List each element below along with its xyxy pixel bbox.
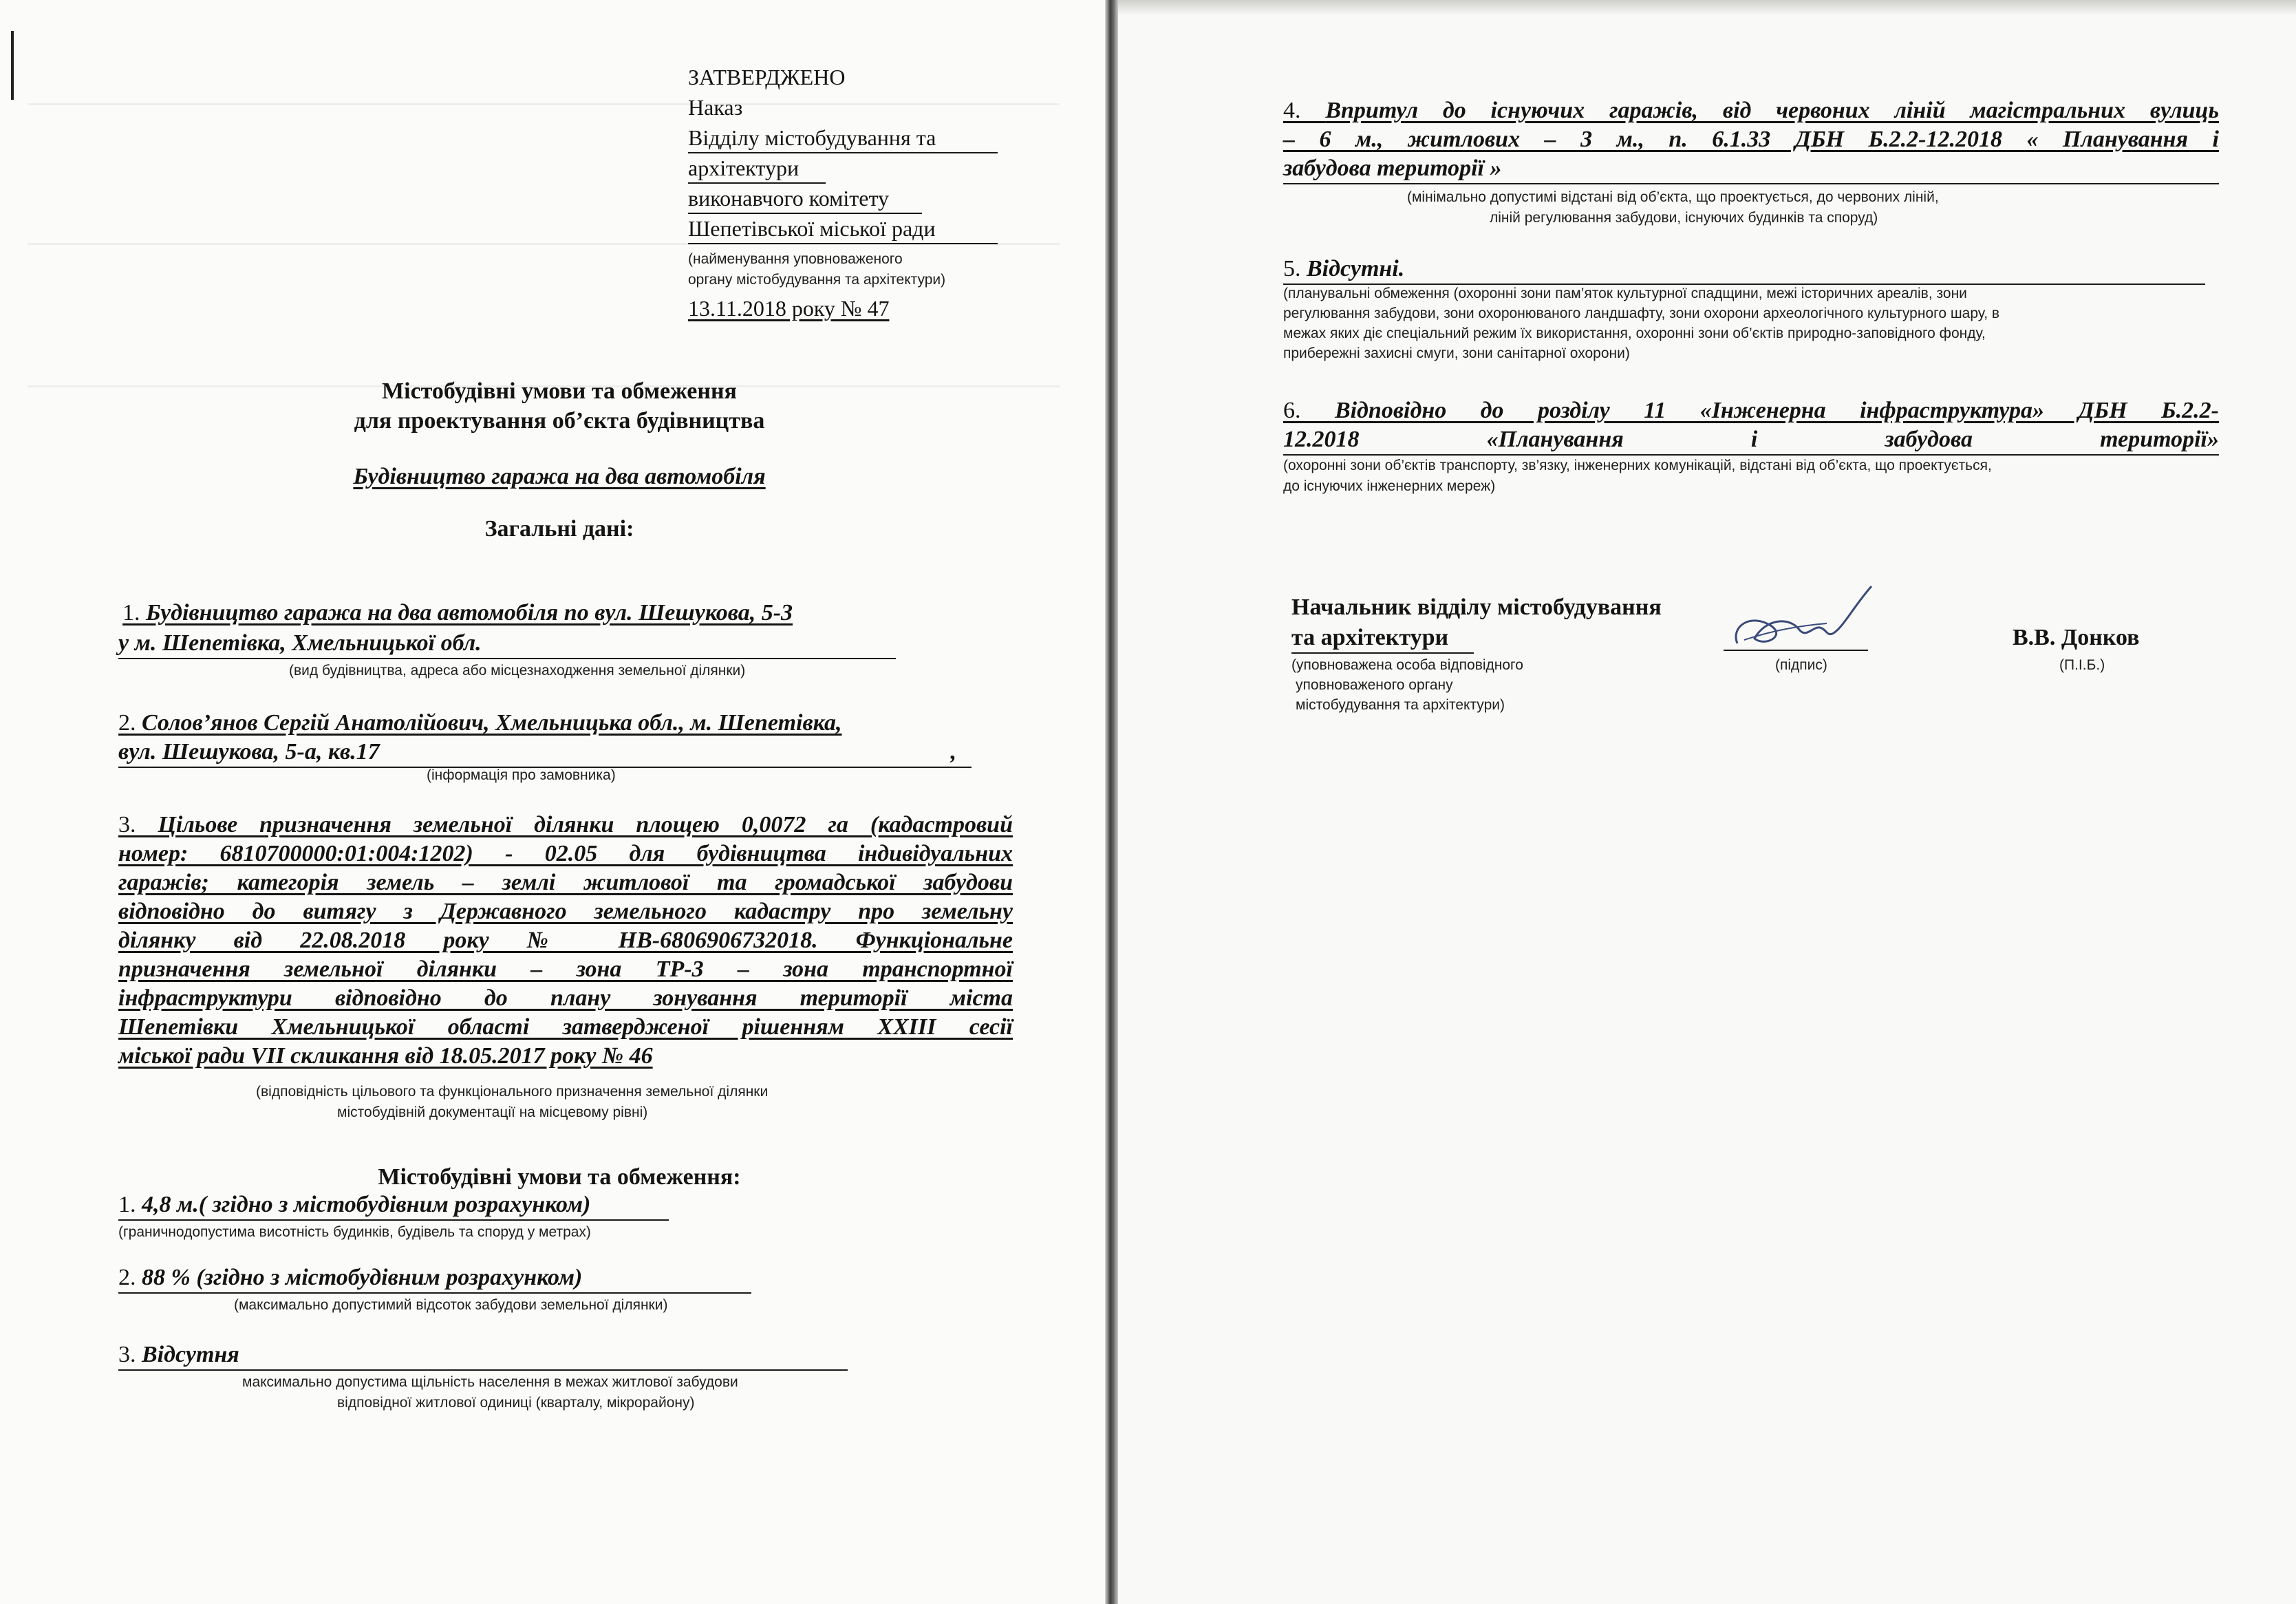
general-data-heading: Загальні дані: — [484, 516, 634, 542]
document-heading: Містобудівні умови та обмеження — [382, 378, 737, 404]
right-item-6-number: 6. — [1283, 398, 1301, 423]
right-item-4-line: 4. Впритул до існуючих гаражів, від червоних ліній магістральних вулиць — [1283, 98, 2220, 123]
condition-1-text: 4,8 м.( згідно з містобудівним розрахунком) — [136, 1192, 591, 1217]
handwritten-signature — [1724, 578, 1875, 661]
right-item-6-caption2: до існуючих інженерних мереж) — [1283, 478, 1496, 494]
general-item-3-line: ділянку від 22.08.2018 року № НВ-6806906732018. Функціональне — [118, 928, 1013, 953]
page-top-shadow — [1118, 0, 2296, 15]
document-subheading: для проектування об’єкта будівництва — [354, 408, 765, 434]
general-item-1-number: 1. — [122, 600, 140, 625]
signature-caption: (підпис) — [1775, 657, 1827, 673]
general-item-2-line1 — [118, 709, 842, 738]
condition-2-text: 88 % (згідно з містобудівним розрахунком) — [136, 1265, 583, 1290]
approval-line2: архітектури — [688, 154, 826, 184]
general-item-2-text: Солов’янов Сергій Анатолійович, Хмельницька обл., м. Шепетівка, — [142, 710, 842, 736]
general-item-2-line2: вул. Шешукова, 5-а, кв.17 , — [118, 738, 972, 768]
general-item-3-caption2: містобудівній документації на місцевому рівні) — [337, 1104, 648, 1120]
conditions-heading: Містобудівні умови та обмеження: — [378, 1164, 741, 1190]
condition-3-caption2: відповідної житлової одиниці (кварталу, мікрорайону) — [337, 1395, 695, 1411]
approval-line1: Відділу містобудування та — [688, 124, 998, 153]
object-name: Будівництво гаража на два автомобіля — [353, 464, 766, 489]
condition-2 — [118, 1263, 751, 1294]
condition-3-text: Відсутня — [142, 1342, 239, 1367]
signatory-caption3: містобудування та архітектури) — [1296, 697, 1505, 713]
right-page — [1118, 0, 2296, 1604]
general-item-3-number: 3. — [118, 812, 136, 837]
right-item-5-text: Відсутні. — [1307, 256, 1405, 281]
signatory-position2: та архітектури — [1291, 623, 1474, 654]
right-item-4-number: 4. — [1283, 98, 1301, 123]
approval-order: Наказ — [688, 95, 743, 120]
signatory-position1: Начальник відділу містобудування — [1291, 595, 1662, 620]
right-item-4-line: забудова території » — [1283, 154, 2219, 184]
general-item-1-caption: (вид будівництва, адреса або місцезнаходження земельної ділянки) — [289, 663, 746, 678]
approval-line3: виконавчого комітету — [688, 184, 922, 214]
condition-1 — [118, 1190, 669, 1221]
condition-2-number: 2. — [118, 1265, 136, 1290]
general-item-1-line1 — [122, 599, 793, 628]
left-page — [0, 0, 1105, 1604]
general-item-3-line: номер: 6810700000:01:004:1202) - 02.05 для будівництва індивідуальних — [118, 841, 1013, 866]
approval-caption2: органу містобудування та архітектури) — [688, 272, 946, 288]
general-item-1-text: Будівництво гаража на два автомобіля по вул. Шешукова, 5-3 — [146, 600, 793, 625]
general-item-3-line: міської ради VII скликання від 18.05.2017 року № 46 — [118, 1043, 653, 1069]
condition-3-caption1: максимально допустима щільність населення в межах житлової забудови — [242, 1374, 738, 1390]
approval-date-number: 13.11.2018 року № 47 — [688, 296, 890, 321]
right-item-4-line: – 6 м., житлових – 3 м., п. 6.1.33 ДБН Б.2.2-12.2018 « Планування і — [1283, 127, 2219, 152]
condition-1-number: 1. — [118, 1192, 136, 1217]
general-item-3-line: інфраструктури відповідно до плану зонування території міста — [118, 985, 1013, 1011]
general-item-3-line: відповідно до витягу з Державного земельного кадастру про земельну — [118, 899, 1013, 924]
right-item-6-block — [1283, 396, 2219, 456]
general-item-3-line: гаражів; категорія земель – землі житлової та громадської забудови — [118, 870, 1013, 895]
general-item-2-caption: (інформація про замовника) — [427, 767, 616, 783]
right-item-6-line: 6. Відповідно до розділу 11 «Інженерна інфраструктура» ДБН Б.2.2- — [1283, 398, 2219, 423]
approval-caption1: (найменування уповноваженого — [688, 251, 903, 267]
right-item-5-captions — [1283, 284, 2219, 363]
edge-mark — [11, 31, 14, 100]
right-item-5-caption: регулювання забудови, зони охоронюваного ландшафту, зони охорони археологічного культурного шару, в — [1283, 306, 2000, 321]
signatory-name: В.В. Донков — [2013, 625, 2140, 650]
general-item-2-tail: , — [950, 739, 956, 764]
right-item-4-caption2: ліній регулювання забудови, існуючих будинків та споруд) — [1490, 210, 1878, 226]
condition-3 — [118, 1340, 848, 1371]
right-item-6-caption1: (охоронні зони об’єктів транспорту, зв’язку, інженерних комунікацій, відстані від об’єкта, що проектується, — [1283, 458, 1992, 473]
general-item-3-caption1: (відповідність цільового та функціонального призначення земельної ділянки — [256, 1084, 769, 1100]
right-item-5-caption: прибережні захисні смуги, зони санітарної охорони) — [1283, 345, 1630, 361]
general-item-3-line: призначення земельної ділянки – зона ТР-3 – зона транспортної — [118, 956, 1013, 982]
condition-1-caption: (граничнодопустима висотність будинків, будівель та споруд у метрах) — [118, 1224, 591, 1240]
right-item-5-caption: (планувальні обмеження (охоронні зони пам’яток культурної спадщини, межі історичних ареалів, зони — [1283, 286, 1967, 301]
general-item-3-line: Шепетівки Хмельницької області затвердженої рішенням XXIII сесії — [118, 1014, 1013, 1040]
right-item-5-caption: межах яких діє спеціальний режим їх використання, охоронні зони об’єктів природно-заповідного фонду, — [1283, 325, 1986, 341]
general-item-2-number: 2. — [118, 710, 136, 736]
right-item-5-number: 5. — [1283, 256, 1301, 281]
general-item-3-block — [118, 811, 1013, 1071]
book-gutter — [1105, 0, 1118, 1604]
right-item-4-block — [1283, 96, 2219, 184]
general-item-3-line: 3. Цільове призначення земельної ділянки площею 0,0072 га (кадастровий — [118, 812, 1013, 837]
right-item-5 — [1283, 255, 2205, 285]
right-item-6-line: 12.2018 «Планування і забудова території» — [1283, 425, 2219, 456]
approval-line4: Шепетівської міської ради — [688, 215, 998, 244]
condition-2-caption: (максимально допустимий відсоток забудови земельної ділянки) — [234, 1297, 668, 1313]
name-caption: (П.І.Б.) — [2059, 657, 2105, 673]
general-item-1-line2: у м. Шепетівка, Хмельницької обл. — [118, 629, 896, 659]
approval-title: ЗАТВЕРДЖЕНО — [688, 65, 846, 89]
condition-3-number: 3. — [118, 1342, 136, 1367]
signatory-caption1: (уповноважена особа відповідного — [1291, 657, 1523, 673]
signatory-caption2: уповноваженого органу — [1296, 677, 1453, 693]
right-item-4-caption1: (мінімально допустимі відстані від об’єкта, що проектується, до червоних ліній, — [1407, 189, 1939, 205]
